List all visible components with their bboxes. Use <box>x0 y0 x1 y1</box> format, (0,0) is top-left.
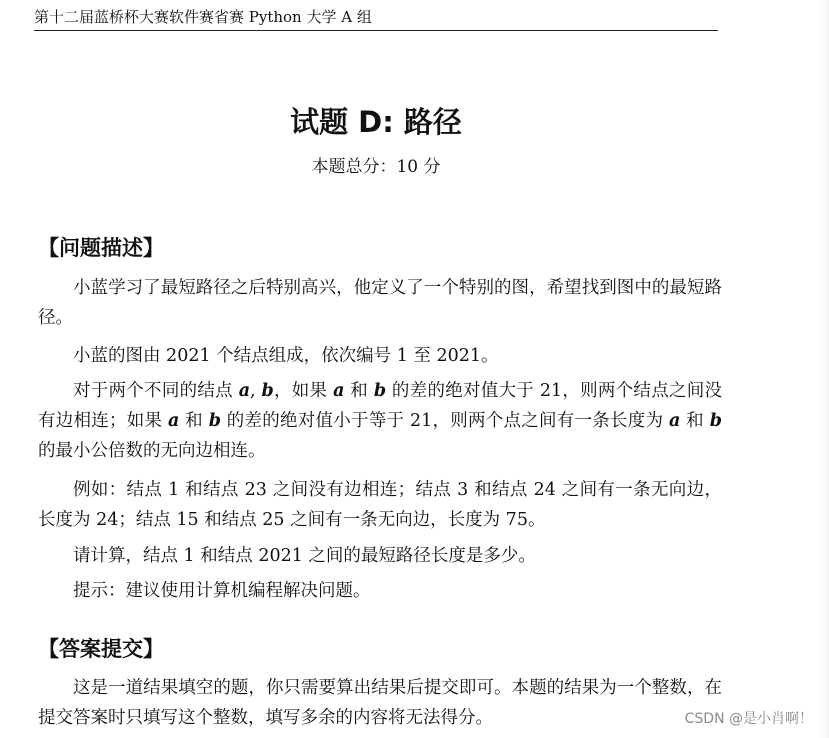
description-paragraph-6: 提示：建议使用计算机编程解决问题。 <box>73 581 371 601</box>
watermark: CSDN @是小肖啊！ <box>679 706 819 730</box>
math-variable-a: a <box>168 411 180 431</box>
math-variable-a: a <box>333 381 345 401</box>
description-paragraph-2: 小蓝的图由 2021 个结点组成，依次编号 1 至 2021。 <box>73 346 499 366</box>
math-variable-a: a <box>238 381 251 401</box>
math-variable-b: b <box>373 381 387 401</box>
page-edge-shadow <box>821 0 829 738</box>
description-heading: 【问题描述】 <box>38 236 164 260</box>
description-paragraph-4: 例如：结点 1 和结点 23 之间没有边相连；结点 3 和结点 24 之间有一条无向边，长度为 24；结点 15 和结点 25 之间有一条无向边，长度为 75。 <box>38 480 722 530</box>
description-paragraph-1: 小蓝学习了最短路径之后特别高兴，他定义了一个特别的图，希望找到图中的最短路径。 <box>38 278 722 328</box>
problem-title: 试题 D: 路径 <box>290 105 462 139</box>
math-variable-a: a <box>669 411 681 431</box>
problem-score: 本题总分：10 分 <box>311 157 441 177</box>
text-fragment: 的差的绝对值小于等于 21，则两个点之间有一条长度为 <box>220 411 670 431</box>
math-variable-b: b <box>261 381 274 401</box>
text-fragment: 对于两个不同的结点 <box>73 381 239 401</box>
text-fragment: 和 <box>179 411 209 431</box>
text-fragment: ，如果 <box>273 381 334 401</box>
math-variable-b: b <box>208 411 221 431</box>
description-paragraph-5: 请计算，结点 1 和结点 2021 之间的最短路径长度是多少。 <box>73 546 536 566</box>
answer-paragraph-1: 这是一道结果填空的题，你只需要算出结果后提交即可。本题的结果为一个整数，在提交答案时只填写这个整数，填写多余的内容将无法得分。 <box>38 678 722 728</box>
description-paragraph-3 <box>38 376 722 466</box>
answer-heading: 【答案提交】 <box>38 637 164 661</box>
running-header: 第十二届蓝桥杯大赛软件赛省赛 Python 大学 A 组 <box>34 6 718 31</box>
text-fragment: 和 <box>680 411 710 431</box>
text-fragment: 的差的绝对值大于 21，则两个结点之间没有边相连；如果 <box>38 381 722 431</box>
text-fragment: , <box>250 381 262 401</box>
text-fragment: 的最小公倍数的无向边相连。 <box>38 441 266 461</box>
text-fragment: 和 <box>344 381 374 401</box>
math-variable-b: b <box>709 411 722 431</box>
